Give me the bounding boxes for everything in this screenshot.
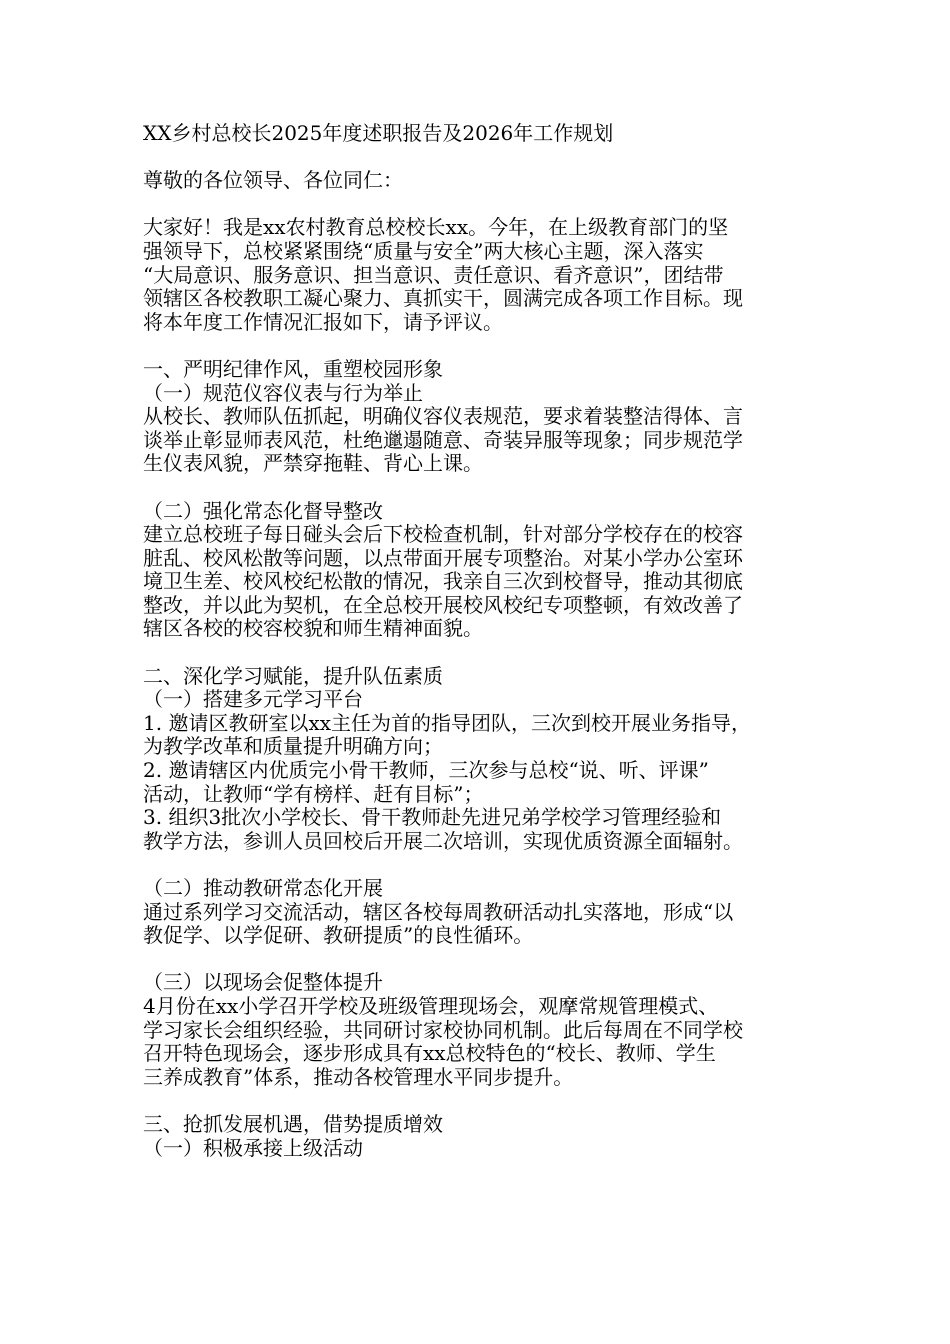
subsection-heading: （三）以现场会促整体提升 <box>143 970 383 995</box>
paragraph <box>143 995 833 1089</box>
spacer <box>143 853 833 877</box>
document-title: XX乡村总校长2025年度述职报告及2026年工作规划 <box>143 121 614 145</box>
spacer <box>143 193 833 217</box>
paragraph-line: 三养成教育”体系，推动各校管理水平同步提升。 <box>143 1064 574 1089</box>
paragraph-line: 整改，并以此为契机，在全总校开展校风校纪专项整顿，有效改善了 <box>143 592 743 617</box>
paragraph-line: 教学方法，参训人员回校后开展二次培训，实现优质资源全面辐射。 <box>143 828 743 853</box>
paragraph-line: 2. 邀请辖区内优质完小骨干教师，三次参与总校“说、听、评课” <box>143 758 709 783</box>
paragraph <box>143 405 833 476</box>
spacer <box>143 476 833 500</box>
spacer <box>143 334 833 358</box>
spacer <box>143 641 833 665</box>
intro-paragraph <box>143 216 833 334</box>
paragraph-line: 3. 组织3批次小学校长、骨干教师赴先进兄弟学校学习管理经验和 <box>143 805 722 830</box>
paragraph-line: 教促学、以学促研、教研提质”的良性循环。 <box>143 923 534 948</box>
paragraph-line: 大家好！我是xx农村教育总校校长xx。今年，在上级教育部门的坚 <box>143 215 729 240</box>
paragraph-line: 辖区各校的校容校貌和师生精神面貌。 <box>143 616 483 641</box>
paragraph-line: 脏乱、校风松散等问题，以点带面开展专项整治。对某小学办公室环 <box>143 545 743 570</box>
paragraph <box>143 901 833 948</box>
document-page <box>143 122 833 1160</box>
paragraph-line: 4月份在xx小学召开学校及班级管理现场会，观摩常规管理模式、 <box>143 993 719 1018</box>
subsection-heading: （二）强化常态化督导整改 <box>143 498 383 523</box>
paragraph <box>143 523 833 641</box>
section-heading: 三、抢抓发展机遇，借势提质增效 <box>143 1111 443 1136</box>
paragraph-line: 境卫生差、校风校纪松散的情况，我亲自三次到校督导，推动其彻底 <box>143 569 743 594</box>
spacer <box>143 1089 833 1113</box>
paragraph-line: 1. 邀请区教研室以xx主任为首的指导团队，三次到校开展业务指导， <box>143 710 751 735</box>
spacer <box>143 948 833 972</box>
paragraph-line: 学习家长会组织经验，共同研讨家校协同机制。此后每周在不同学校 <box>143 1017 743 1042</box>
paragraph-line: 从校长、教师队伍抓起，明确仪容仪表规范，要求着装整洁得体、言 <box>143 404 743 429</box>
paragraph-line: 领辖区各校教职工凝心聚力、真抓实干，圆满完成各项工作目标。现 <box>143 286 743 311</box>
paragraph-line: 将本年度工作情况汇报如下，请予评议。 <box>143 309 503 334</box>
section-heading: 二、深化学习赋能，提升队伍素质 <box>143 663 443 688</box>
paragraph-line: 为教学改革和质量提升明确方向； <box>143 734 443 759</box>
paragraph-line: 通过系列学习交流活动，辖区各校每周教研活动扎实落地，形成“以 <box>143 899 734 924</box>
section-heading: 一、严明纪律作风，重塑校园形象 <box>143 356 443 381</box>
subsection-heading: （一）积极承接上级活动 <box>143 1135 363 1160</box>
paragraph-line: 谈举止彰显师表风范，杜绝邋遢随意、奇装异服等现象；同步规范学 <box>143 427 743 452</box>
subsection-heading: （二）推动教研常态化开展 <box>143 876 383 900</box>
paragraph-line: 强领导下，总校紧紧围绕“质量与安全”两大核心主题，深入落实 <box>143 238 704 263</box>
paragraph-line: 召开特色现场会，逐步形成具有xx总校特色的“校长、教师、学生 <box>143 1041 716 1066</box>
paragraph-line: 活动，让教师“学有榜样、赶有目标”； <box>143 781 484 806</box>
paragraph-line: 建立总校班子每日碰头会后下校检查机制，针对部分学校存在的校容 <box>143 522 743 547</box>
subsection-heading: （一）搭建多元学习平台 <box>143 687 363 712</box>
paragraph-line: “大局意识、服务意识、担当意识、责任意识、看齐意识”，团结带 <box>143 262 724 287</box>
paragraph <box>143 712 833 854</box>
greeting: 尊敬的各位领导、各位同仁： <box>143 168 403 193</box>
paragraph-line: 生仪表风貌，严禁穿拖鞋、背心上课。 <box>143 451 483 476</box>
subsection-heading: （一）规范仪容仪表与行为举止 <box>143 380 423 405</box>
